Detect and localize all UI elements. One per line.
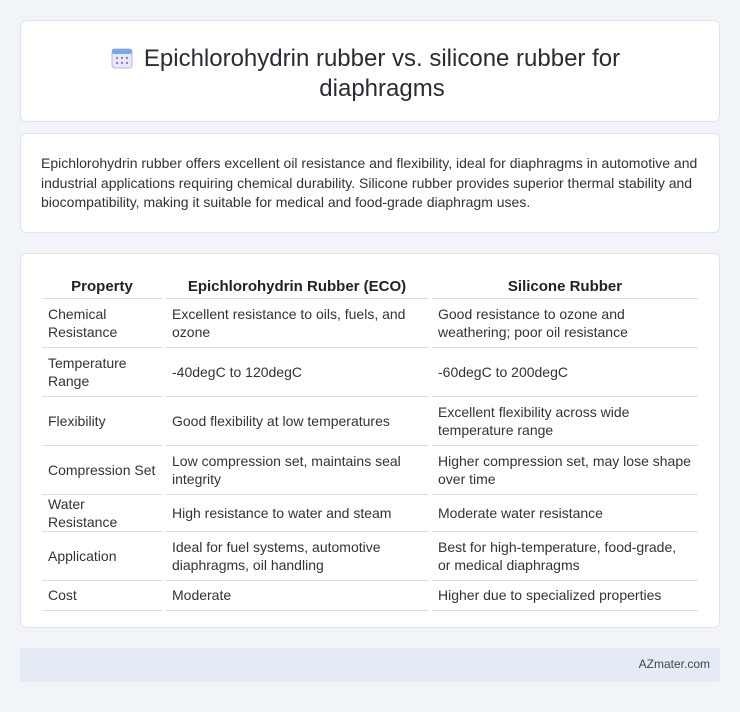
footer [20,648,720,682]
property-cell: Temperature Range [42,347,164,396]
silicone-cell: Best for high-temperature, food-grade, or medical diaphragms [430,531,698,580]
property-cell: Water Resistance [42,494,164,531]
header-eco: Epichlorohydrin Rubber (ECO) [164,276,430,298]
title-card [20,20,720,122]
eco-cell: High resistance to water and steam [164,494,430,531]
silicone-cell: Moderate water resistance [430,494,698,531]
property-cell: Cost [42,580,164,610]
silicone-cell: Higher due to specialized properties [430,580,698,610]
footer-site: AZmater.com [638,657,710,671]
table-row [42,580,698,610]
comparison-table [42,276,698,611]
eco-cell: Low compression set, maintains seal integrity [164,445,430,494]
silicone-cell: -60degC to 200degC [430,347,698,396]
header-property: Property [42,276,164,298]
table-row [42,298,698,347]
silicone-cell: Higher compression set, may lose shape over time [430,445,698,494]
summary-card [20,133,720,233]
eco-cell: -40degC to 120degC [164,347,430,396]
summary-text: Epichlorohydrin rubber offers excellent oil resistance and flexibility, ideal for diaphragms in automotive and industrial applications requiring chemical durability. Silicone rubber provides superior thermal stability and biocompatibility, making it suitable for medical and food-grade diaphragm uses. [41,155,698,210]
page-title: Epichlorohydrin rubber vs. silicone rubber for diaphragms [143,45,621,102]
table-row [42,347,698,396]
eco-cell: Good flexibility at low temperatures [164,396,430,445]
table-header-row [42,276,698,298]
property-cell: Flexibility [42,396,164,445]
property-cell: Application [42,531,164,580]
table-row [42,445,698,494]
table-row [42,396,698,445]
table-row [42,531,698,580]
header-silicone: Silicone Rubber [430,276,698,298]
eco-cell: Ideal for fuel systems, automotive diaphragms, oil handling [164,531,430,580]
silicone-cell: Good resistance to ozone and weathering; poor oil resistance [430,298,698,347]
property-cell: Chemical Resistance [42,298,164,347]
table-row [42,494,698,531]
comparison-card [20,253,720,628]
property-cell: Compression Set [42,445,164,494]
silicone-cell: Excellent flexibility across wide temperature range [430,396,698,445]
eco-cell: Moderate [164,580,430,610]
eco-cell: Excellent resistance to oils, fuels, and ozone [164,298,430,347]
